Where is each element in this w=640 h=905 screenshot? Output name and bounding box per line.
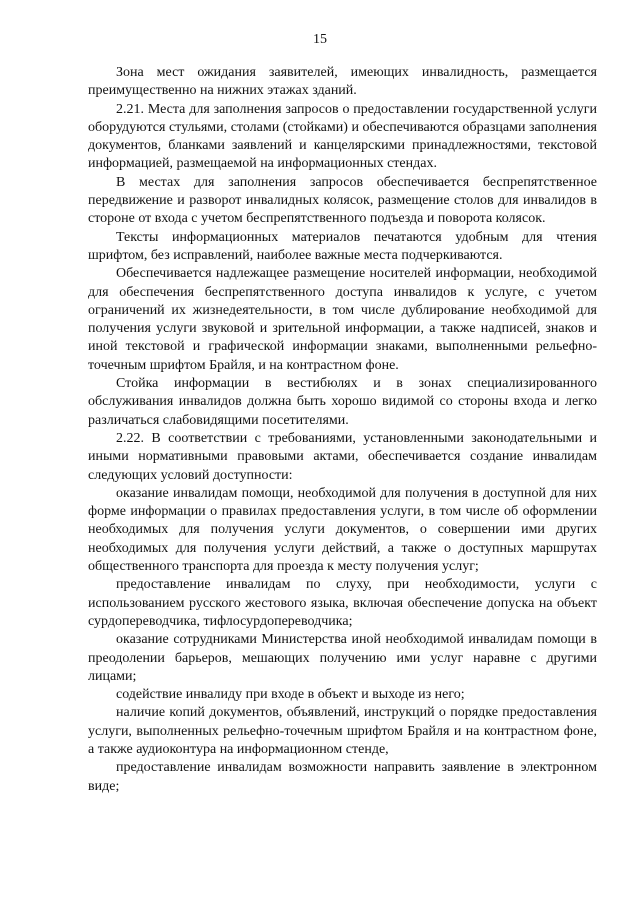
paragraph: оказание инвалидам помощи, необходимой для получения в доступной для них форме информации о правилах предоставления услуги, в том числе об оформлении необходимых для получения услуги документов, о совершении ими других необходимых для получения услуги действий, а также о доступных маршрутах общественного транспорта для проезда к месту получения услуг; [88,485,597,575]
paragraph: Зона мест ожидания заявителей, имеющих инвалидность, размещается преимущественно на нижних этажах зданий. [88,65,597,99]
paragraph: наличие копий документов, объявлений, инструкций о порядке предоставления услуги, выполненных рельефно-точечным шрифтом Брайля и на контрастном фоне, а также аудиоконтура на информационном стенде, [88,705,597,757]
paragraph: оказание сотрудниками Министерства иной необходимой инвалидам помощи в преодолении барьеров, мешающих получению ими услуг наравне с другими лицами; [88,632,597,684]
paragraph: Тексты информационных материалов печатаются удобным для чтения шрифтом, без исправлений, наиболее важные места подчеркиваются. [88,229,597,263]
paragraph: Обеспечивается надлежащее размещение носителей информации, необходимой для обеспечения беспрепятственного доступа инвалидов к услуге, с учетом ограничений их жизнедеятельности, в том числе дублирование необходимой для получения услуги звуковой и зрительной информации, а также надписей, знаков и иной текстовой и графической информации знаками, выполненными рельефно-точечным шрифтом Брайля, и на контрастном фоне. [88,266,597,373]
paragraph: 2.22. В соответствии с требованиями, установленными законодательными и иными нормативными правовыми актами, обеспечивается создание инвалидам следующих условий доступности: [88,430,597,483]
paragraph: предоставление инвалидам по слуху, при необходимости, услуги с использованием русского жестового языка, включая обеспечение допуска на объект сурдопереводчика, тифлосурдопереводчика; [88,577,597,629]
paragraph: содействие инвалиду при входе в объект и выходе из него; [116,687,465,703]
paragraph: Стойка информации в вестибюлях и в зонах специализированного обслуживания инвалидов должна быть хорошо видимой со стороны входа и легко различаться слабовидящими посетителями. [88,376,597,428]
page-number: 15 [313,32,327,47]
paragraph: предоставление инвалидам возможности направить заявление в электронном виде; [88,760,597,794]
document-body [88,64,597,796]
paragraph: 2.21. Места для заполнения запросов о предоставлении государственной услуги оборудуются стульями, столами (стойками) и обеспечиваются образцами заполнения документов, бланками заявлений и канцелярскими принадлежностями, текстовой информацией, размещаемой на информационных стендах. [88,101,597,172]
paragraph: В местах для заполнения запросов обеспечивается беспрепятственное передвижение и разворот инвалидных колясок, размещение столов для инвалидов в стороне от входа с учетом беспрепятственного подъезда и поворота колясок. [88,174,597,227]
